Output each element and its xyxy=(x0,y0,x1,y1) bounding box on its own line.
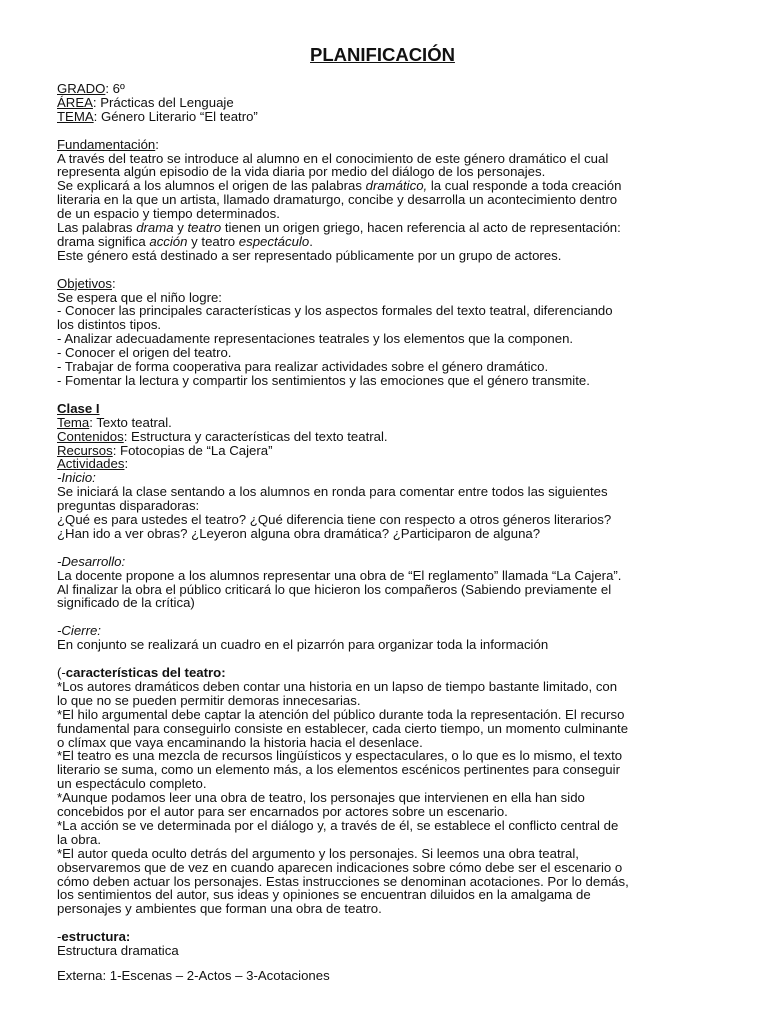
fundamentacion-colon: : xyxy=(155,136,159,152)
caracteristica-line: *La acción se ve determinada por el diálogo y, a través de él, se establece el conflicto central de xyxy=(57,817,619,833)
objetivo-item: - Conocer el origen del teatro. xyxy=(57,345,232,361)
area-label: ÁREA xyxy=(57,94,93,110)
caracteristica-line: literario se suma, como un elemento más, a los elementos escénicos pertinentes para conseguir xyxy=(57,762,620,778)
inicio-line: Se iniciará la clase sentando a los alumnos en ronda para comentar entre todos las siguientes xyxy=(57,484,608,500)
fundamentacion-line-5: de un espacio y tiempo determinados. xyxy=(57,206,280,222)
fundamentacion-line-6 xyxy=(57,221,708,235)
grado-label: GRADO xyxy=(57,81,106,96)
clase-tema-value: : Texto teatral. xyxy=(89,414,172,430)
caracteristicas-section xyxy=(57,666,708,916)
header-block xyxy=(57,82,708,124)
objetivos-colon: : xyxy=(111,275,116,291)
contenidos-label: Contenidos xyxy=(57,428,124,444)
fund-l7-a: drama significa xyxy=(57,233,150,249)
fund-l3-text-c: la cual responde a toda creación xyxy=(427,178,622,194)
fund-l3-text-a: Se explicará a los alumnos el origen de las palabras xyxy=(57,178,366,194)
fundamentacion-line-3 xyxy=(57,179,708,193)
caracteristica-line: *El autor queda oculto detrás del argumento y los personajes. Si leemos una obra teatral, xyxy=(57,845,579,861)
caracteristica-line: lo que no se pueden permitir demoras innecesarias. xyxy=(57,692,361,708)
clase-actividades-line xyxy=(57,457,708,471)
actividades-colon: : xyxy=(124,456,129,472)
objetivo-item: los distintos tipos. xyxy=(57,317,162,333)
clase-heading: Clase I xyxy=(57,400,100,416)
desarrollo-line: significado de la crítica) xyxy=(57,595,195,611)
area-value: : Prácticas del Lenguaje xyxy=(92,94,234,110)
contenidos-value: : Estructura y características del texto teatral. xyxy=(123,428,388,444)
fund-l7-accion: acción xyxy=(149,233,188,249)
fundamentacion-line-7 xyxy=(57,235,708,249)
fund-l7-espectaculo: espectáculo xyxy=(238,233,310,249)
cierre-label: -Cierre: xyxy=(57,623,101,639)
recursos-value: : Fotocopias de “La Cajera” xyxy=(112,442,273,458)
page-title: PLANIFICACIÓN xyxy=(310,44,455,65)
clase-tema-label: Tema xyxy=(57,414,90,430)
caracteristica-line: personajes y ambientes que forman una obra de teatro. xyxy=(57,901,382,917)
fund-l6-e: tienen un origen griego, hacen referencia al acto de representación: xyxy=(221,220,621,236)
clase-recursos-line xyxy=(57,444,708,458)
caracteristica-line: *Los autores dramáticos deben contar una historia en un lapso de tiempo bastante limitado, con xyxy=(57,678,618,694)
caracteristica-line: *Aunque podamos leer una obra de teatro, los personajes que intervienen en ella han sido xyxy=(57,790,585,806)
caracteristicas-prefix: (- xyxy=(57,664,66,680)
recursos-label: Recursos xyxy=(57,442,113,458)
fund-l6-drama: drama xyxy=(136,220,174,236)
caracteristica-line: *El teatro es una mezcla de recursos lingüísticos y espectaculares, o lo que es lo mismo, el texto xyxy=(57,748,623,764)
fund-l7-c: y teatro xyxy=(187,233,239,249)
caracteristica-line: observaremos que de vez en cuando aparecen indicaciones sobre cómo debe ser el escenario o xyxy=(57,859,623,875)
estructura-title: estructura: xyxy=(61,929,131,945)
fundamentacion-line-8: Este género está destinado a ser representado públicamente por un grupo de actores. xyxy=(57,247,562,263)
desarrollo-label: -Desarrollo: xyxy=(57,553,126,569)
caracteristica-line: fundamental para conseguirlo consiste en establecer, cada cierto tiempo, un momento culminante xyxy=(57,720,629,736)
desarrollo-line: Al finalizar la obra el público criticará lo que hicieron los compañeros (Sabiendo previamente el xyxy=(57,581,612,597)
objetivo-item: - Conocer las principales características y los aspectos formales del texto teatral, diferenciando xyxy=(57,303,613,319)
fund-l3-italic: dramático, xyxy=(365,178,428,194)
objetivo-item: - Trabajar de forma cooperativa para realizar actividades sobre el género dramático. xyxy=(57,359,549,375)
inicio-line: ¿Qué es para ustedes el teatro? ¿Qué diferencia tiene con respecto a otros géneros literarios? xyxy=(57,512,612,528)
actividades-label: Actividades xyxy=(57,456,125,472)
estructura-line-2: Externa: 1-Escenas – 2-Actos – 3-Acotaciones xyxy=(57,967,330,983)
objetivos-section xyxy=(57,277,708,388)
objetivo-item: - Analizar adecuadamente representaciones teatrales y los elementos que la componen. xyxy=(57,331,574,347)
estructura-line-1: Estructura dramatica xyxy=(57,943,179,959)
clase-contenidos-line xyxy=(57,430,708,444)
objetivo-item: - Fomentar la lectura y compartir los sentimientos y las emociones que el género transmite. xyxy=(57,373,590,388)
caracteristica-line: los sentimientos del autor, sus ideas y opiniones se encuentran diluidos en la amalgama de xyxy=(57,887,591,903)
caracteristica-line: un espectáculo completo. xyxy=(57,776,207,792)
grado-line xyxy=(57,82,708,96)
inicio-line: preguntas disparadoras: xyxy=(57,498,200,514)
inicio-line: ¿Han ido a ver obras? ¿Leyeron alguna obra dramática? ¿Participaron de alguna? xyxy=(57,525,541,541)
clase-section xyxy=(57,402,708,652)
tema-value: : Género Literario “El teatro” xyxy=(93,108,258,124)
inicio-label: -Inicio: xyxy=(57,470,96,486)
caracteristica-line: o clímax que vaya encaminando la historia hacia el desenlace. xyxy=(57,734,423,750)
caracteristicas-title: características del teatro: xyxy=(65,664,226,680)
caracteristica-line: la obra. xyxy=(57,831,101,847)
desarrollo-line: La docente propone a los alumnos representar una obra de “El reglamento” llamada “La Cajera”. xyxy=(57,567,622,583)
area-line xyxy=(57,96,708,110)
fundamentacion-label: Fundamentación xyxy=(57,136,156,152)
fundamentacion-line-2: representa algún episodio de la vida diaria por medio del diálogo de los personajes. xyxy=(57,164,546,180)
fundamentacion-line-1: A través del teatro se introduce al alumno en el conocimiento de este género dramático el cual xyxy=(57,150,609,166)
grado-value: : 6º xyxy=(105,81,125,96)
tema-label: TEMA xyxy=(57,108,94,124)
fund-l6-c: y xyxy=(173,220,188,236)
caracteristica-line: *El hilo argumental debe captar la atención del público durante toda la representación. El recurso xyxy=(57,706,625,722)
clase-tema-line xyxy=(57,416,708,430)
objetivos-label: Objetivos xyxy=(57,275,112,291)
caracteristicas-heading xyxy=(57,666,708,680)
fund-l6-teatro: teatro xyxy=(187,220,222,236)
caracteristica-line: concebidos por el autor para ser encarnados por actores sobre un escenario. xyxy=(57,804,508,820)
objetivos-intro: Se espera que el niño logre: xyxy=(57,289,222,305)
fundamentacion-line-4: literaria en la que un artista, llamado dramaturgo, concibe y desarrolla un acontecimiento dentro xyxy=(57,192,618,208)
fundamentacion-section xyxy=(57,138,708,263)
fund-l7-e: . xyxy=(309,233,313,249)
cierre-line: En conjunto se realizará un cuadro en el pizarrón para organizar toda la información xyxy=(57,637,549,653)
fund-l6-a: Las palabras xyxy=(57,220,137,236)
estructura-prefix: - xyxy=(57,929,62,945)
estructura-section xyxy=(57,930,708,983)
objetivos-heading xyxy=(57,277,708,291)
tema-line xyxy=(57,110,708,124)
estructura-heading xyxy=(57,930,708,944)
fundamentacion-heading xyxy=(57,138,708,152)
caracteristica-line: cómo deben actuar los personajes. Estas instrucciones se denominan acotaciones. Por lo demás, xyxy=(57,873,629,889)
